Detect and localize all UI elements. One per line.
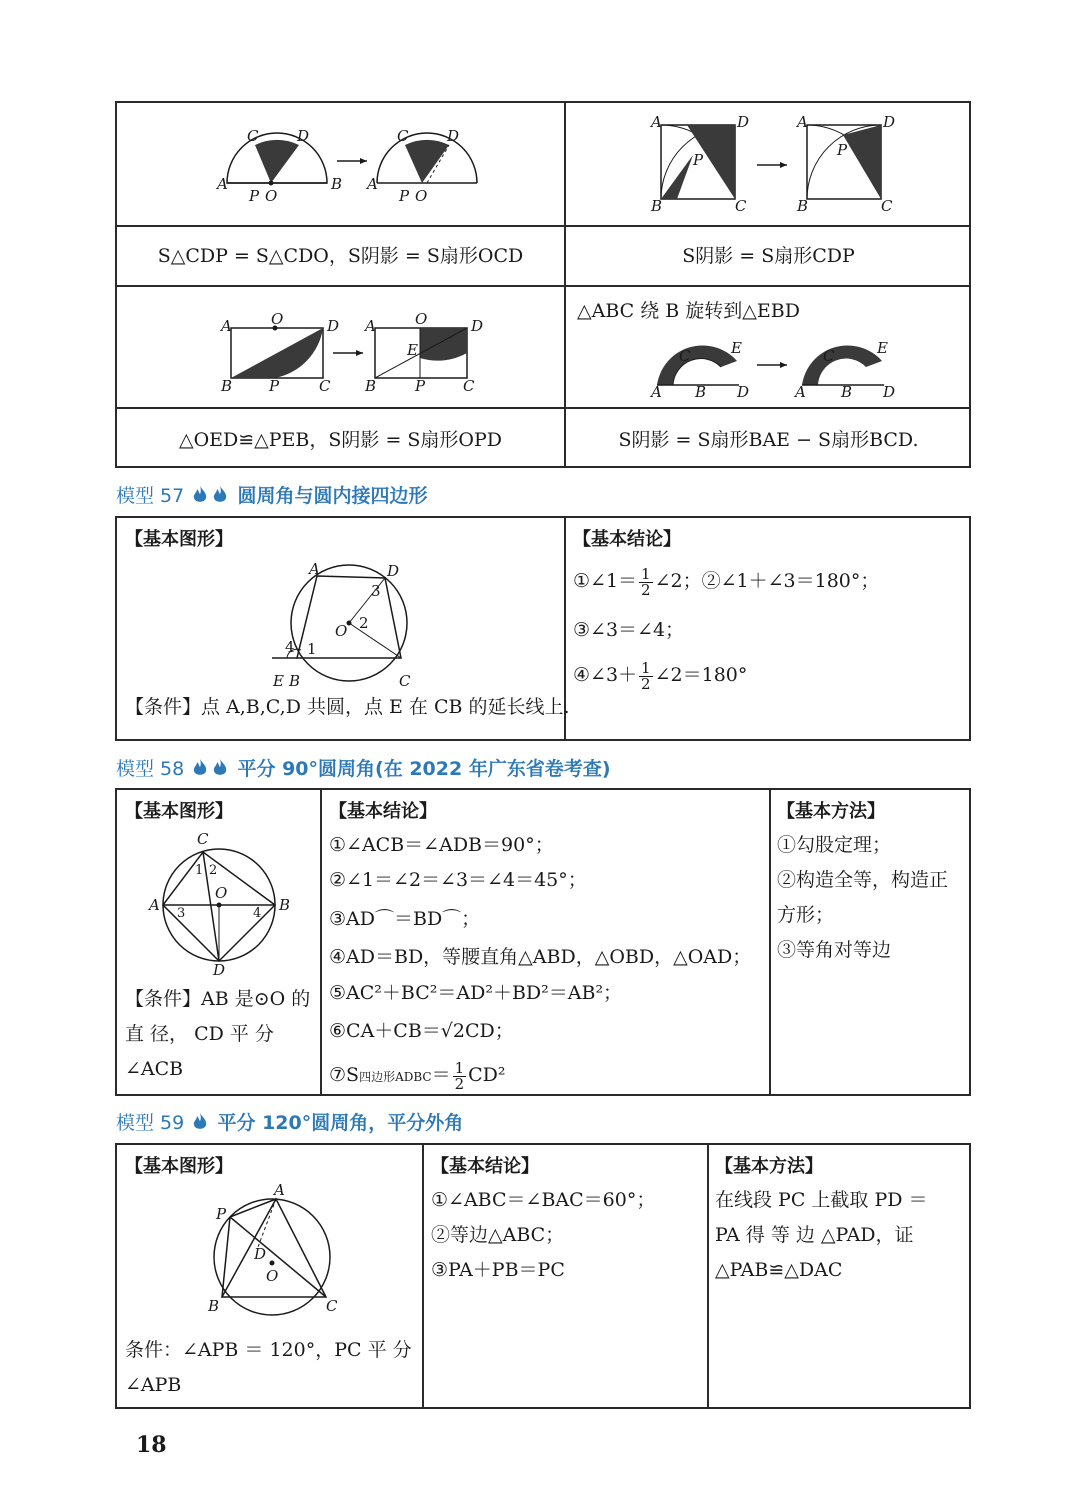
- svg-text:D: D: [213, 961, 226, 979]
- model58-condition-2: 直 径， CD 平 分: [125, 1023, 274, 1045]
- model58-conclusion-header: 【基本结论】: [329, 801, 437, 822]
- svg-text:C: C: [463, 377, 475, 395]
- svg-text:D: D: [387, 562, 400, 580]
- model59-table: [115, 1143, 971, 1409]
- svg-text:O: O: [415, 187, 428, 205]
- svg-text:E: E: [731, 339, 742, 357]
- fire-icon: [191, 1112, 209, 1132]
- svg-text:B: B: [221, 377, 233, 395]
- table-divider-vertical: [707, 1145, 709, 1407]
- model59-method-header: 【基本方法】: [715, 1156, 823, 1177]
- svg-text:C: C: [881, 197, 893, 215]
- model58-number: 模型 58: [116, 758, 185, 780]
- semicircle-shaded-figure: [217, 123, 477, 208]
- svg-text:C: C: [823, 347, 835, 365]
- row2-right-caption: △ABC 绕 B 旋转到△EBD: [577, 300, 800, 322]
- svg-text:P: P: [399, 187, 410, 205]
- svg-text:E: E: [407, 341, 418, 359]
- model58-conclusion-1: ①∠ACB＝∠ADB＝90°；: [329, 834, 554, 856]
- svg-text:A: A: [651, 113, 662, 131]
- model59-conclusion-1: ①∠ABC＝∠BAC＝60°；: [431, 1189, 656, 1211]
- model57-title: 圆周角与圆内接四边形: [237, 485, 428, 507]
- svg-text:O: O: [266, 1267, 279, 1285]
- svg-text:A: A: [217, 175, 228, 193]
- svg-text:C: C: [319, 377, 331, 395]
- fire-icon: [191, 485, 209, 505]
- model58-heading: [116, 754, 611, 781]
- model58-table: [115, 788, 971, 1096]
- model57-conclusion-2: ③∠3＝∠4；: [573, 619, 685, 641]
- table-divider-vertical: [769, 790, 771, 1094]
- svg-text:D: D: [254, 1245, 267, 1263]
- svg-text:P: P: [216, 1205, 227, 1223]
- svg-text:4: 4: [253, 906, 262, 921]
- svg-text:P: P: [269, 377, 280, 395]
- model58-method-header: 【基本方法】: [777, 801, 885, 822]
- svg-text:B: B: [651, 197, 663, 215]
- model59-heading: [116, 1108, 463, 1135]
- svg-text:O: O: [335, 622, 348, 640]
- svg-text:B: B: [279, 896, 291, 914]
- svg-text:C: C: [397, 127, 409, 145]
- row1-right-formula: S阴影 = S扇形CDP: [682, 245, 855, 267]
- model58-condition-3: ∠ACB: [125, 1058, 184, 1080]
- svg-text:P: P: [415, 377, 426, 395]
- ring-sector-figure: [647, 325, 917, 400]
- model58-conclusion-5: ⑤AC²＋BC²＝AD²＋BD²＝AB²；: [329, 982, 623, 1004]
- svg-text:A: A: [367, 175, 378, 193]
- svg-text:E: E: [273, 672, 284, 690]
- svg-text:B: B: [797, 197, 809, 215]
- model57-figure-header: 【基本图形】: [125, 529, 233, 550]
- svg-text:2: 2: [359, 614, 369, 632]
- model57-conclusion-3: ④∠3＋ $\frac{1}{2}$ ∠2＝180°: [573, 658, 748, 693]
- model59-condition-1: 条件：∠APB ＝ 120°，PC 平 分: [125, 1339, 412, 1361]
- svg-text:A: A: [797, 113, 808, 131]
- model59-condition-2: ∠APB: [125, 1374, 182, 1396]
- svg-text:C: C: [326, 1297, 338, 1315]
- svg-text:B: B: [208, 1297, 220, 1315]
- model58-condition-1: 【条件】AB 是⊙O 的: [125, 988, 311, 1010]
- svg-text:B: B: [331, 175, 343, 193]
- top-model-table: [115, 101, 971, 468]
- svg-text:A: A: [149, 896, 160, 914]
- svg-text:D: D: [883, 113, 896, 131]
- svg-text:O: O: [415, 310, 428, 328]
- table-divider-vertical: [422, 1145, 424, 1407]
- svg-text:4: 4: [285, 638, 295, 656]
- model58-method-3: 方形；: [777, 904, 835, 926]
- model59-conclusion-header: 【基本结论】: [431, 1156, 539, 1177]
- svg-text:D: D: [883, 383, 896, 401]
- svg-text:A: A: [651, 383, 662, 401]
- svg-text:D: D: [737, 383, 750, 401]
- table-divider: [117, 407, 969, 409]
- svg-text:A: A: [365, 317, 376, 335]
- model57-conclusion-header: 【基本结论】: [573, 529, 681, 550]
- svg-text:1: 1: [307, 640, 317, 658]
- row2-right-formula: S阴影 = S扇形BAE − S扇形BCD.: [618, 429, 919, 451]
- table-divider: [117, 285, 969, 287]
- model59-method-1: 在线段 PC 上截取 PD ＝: [715, 1189, 928, 1211]
- model57-number: 模型 57: [116, 485, 185, 507]
- svg-text:P: P: [249, 187, 260, 205]
- svg-text:C: C: [399, 672, 411, 690]
- fire-icon: [211, 758, 229, 778]
- model58-conclusion-7: ⑦S四边形ADBC＝ $\frac{1}{2}$ CD²: [329, 1058, 506, 1093]
- svg-text:A: A: [221, 317, 232, 335]
- square-arcs-figure: [647, 115, 907, 215]
- fire-icon: [211, 485, 229, 505]
- model59-title: 平分 120°圆周角，平分外角: [217, 1112, 464, 1134]
- model59-conclusion-2: ②等边△ABC；: [431, 1224, 565, 1246]
- page-number: 18: [136, 1432, 167, 1458]
- svg-text:D: D: [737, 113, 750, 131]
- row1-left-formula: S△CDP = S△CDO，S阴影 = S扇形OCD: [157, 245, 524, 267]
- svg-text:D: D: [471, 317, 484, 335]
- cyclic-quadrilateral-figure: [267, 558, 417, 688]
- model58-conclusion-6: ⑥CA＋CB＝√2CD；: [329, 1020, 514, 1042]
- svg-text:C: C: [679, 347, 691, 365]
- bisect-90-figure: [147, 830, 297, 980]
- model58-conclusion-4: ④AD＝BD，等腰直角△ABD，△OBD，△OAD；: [329, 946, 752, 968]
- svg-text:O: O: [271, 310, 284, 328]
- svg-text:A: A: [274, 1181, 285, 1199]
- svg-text:O: O: [215, 884, 228, 902]
- model59-method-3: △PAB≌△DAC: [715, 1259, 843, 1281]
- svg-text:A: A: [795, 383, 806, 401]
- model58-method-4: ③等角对等边: [777, 939, 892, 961]
- bisect-120-figure: [202, 1181, 352, 1325]
- row2-left-formula: △OED≌△PEB，S阴影 = S扇形OPD: [178, 429, 503, 451]
- svg-text:A: A: [309, 560, 320, 578]
- table-divider-vertical: [320, 790, 322, 1094]
- model57-heading: [116, 481, 427, 508]
- svg-text:2: 2: [209, 863, 218, 878]
- model57-conclusion-1: ①∠1＝ $\frac{1}{2}$ ∠2；②∠1＋∠3＝180°；: [573, 564, 880, 599]
- svg-text:P: P: [693, 151, 704, 169]
- model59-number: 模型 59: [116, 1112, 185, 1134]
- svg-text:B: B: [289, 672, 301, 690]
- rectangle-shaded-figure: [215, 310, 484, 395]
- svg-text:B: B: [841, 383, 853, 401]
- svg-text:3: 3: [371, 582, 381, 600]
- model58-method-2: ②构造全等，构造正: [777, 869, 949, 891]
- svg-text:3: 3: [177, 906, 186, 921]
- model59-figure-header: 【基本图形】: [125, 1156, 233, 1177]
- svg-text:P: P: [837, 141, 848, 159]
- svg-text:B: B: [695, 383, 707, 401]
- svg-text:C: C: [197, 830, 209, 848]
- svg-text:B: B: [365, 377, 377, 395]
- svg-text:D: D: [447, 127, 460, 145]
- table-divider: [117, 225, 969, 227]
- model58-figure-header: 【基本图形】: [125, 801, 233, 822]
- model58-conclusion-3: ③AD⌒＝BD⌒；: [329, 908, 481, 930]
- model58-title: 平分 90°圆周角(在 2022 年广东省卷考查): [237, 758, 611, 780]
- svg-text:O: O: [265, 187, 278, 205]
- model57-table: [115, 516, 971, 741]
- model58-conclusion-2: ②∠1＝∠2＝∠3＝∠4＝45°；: [329, 869, 587, 891]
- svg-text:D: D: [327, 317, 340, 335]
- svg-text:1: 1: [195, 863, 204, 878]
- model58-method-1: ①勾股定理；: [777, 834, 892, 856]
- svg-text:C: C: [735, 197, 747, 215]
- model57-condition: 【条件】点 A,B,C,D 共圆，点 E 在 CB 的延长线上.: [125, 696, 570, 718]
- model59-conclusion-3: ③PA＋PB＝PC: [431, 1259, 565, 1281]
- svg-text:E: E: [877, 339, 888, 357]
- model59-method-2: PA 得 等 边 △PAD，证: [715, 1224, 914, 1246]
- fire-icon: [191, 758, 209, 778]
- svg-text:C: C: [247, 127, 259, 145]
- svg-text:D: D: [297, 127, 310, 145]
